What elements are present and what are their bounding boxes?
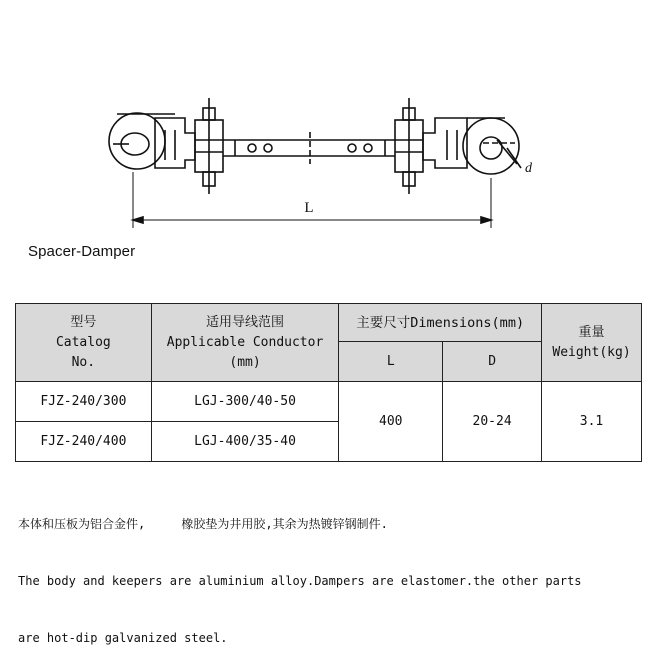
dimensions-header: 主要尺寸Dimensions(mm) — [339, 304, 542, 342]
right-body — [423, 118, 467, 168]
material-notes — [18, 477, 582, 667]
dimension-label-L: L — [304, 200, 314, 216]
dim-L-cell: 400 — [339, 382, 443, 462]
right-clamp-hole — [480, 137, 502, 159]
dim-D-header: D — [443, 342, 542, 382]
dim-D-cell: 20-24 — [443, 382, 542, 462]
weight-cell: 3.1 — [542, 382, 642, 462]
dimension-label-d: d — [525, 161, 532, 176]
catalog-cell: FJZ-240/300 — [16, 382, 152, 422]
spacer-damper-drawing — [95, 88, 535, 238]
left-clamp-ring — [109, 113, 165, 169]
table-row — [16, 382, 642, 422]
header-row — [16, 304, 642, 342]
note-line-en-1: The body and keepers are aluminium alloy.Dampers are elastomer.the other parts — [18, 574, 582, 588]
product-caption: Spacer-Damper — [28, 243, 136, 260]
dim-L-header: L — [339, 342, 443, 382]
catalog-cell: FJZ-240/400 — [16, 422, 152, 462]
spec-table — [15, 303, 642, 462]
weight-header: 重量 Weight(kg) — [542, 304, 642, 382]
conductor-cell: LGJ-300/40-50 — [151, 382, 339, 422]
right-clamp-ring — [463, 118, 519, 174]
conductor-cell: LGJ-400/35-40 — [151, 422, 339, 462]
conductor-header: 适用导线范围 Applicable Conductor (mm) — [151, 304, 339, 382]
note-line-en-2: are hot-dip galvanized steel. — [18, 631, 228, 645]
note-line-cn: 本体和压板为铝合金件, 橡胶垫为井用胶,其余为热镀锌钢制件. — [18, 517, 388, 531]
catalog-header: 型号 Catalog No. — [16, 304, 152, 382]
